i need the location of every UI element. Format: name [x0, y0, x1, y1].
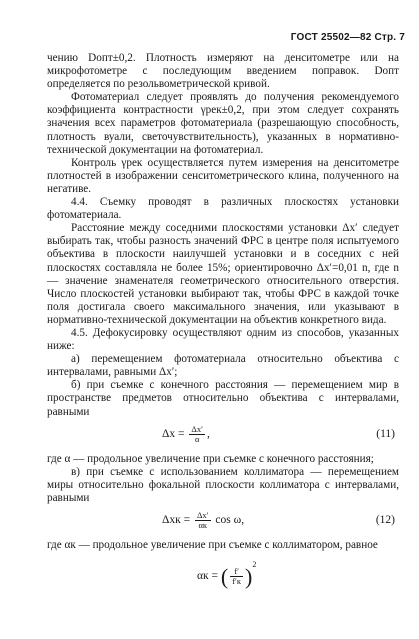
formula-denominator: αк — [198, 520, 208, 530]
formula-fraction — [230, 567, 243, 586]
paragraph: Фотоматериал следует проявлять до получения рекомендуемого коэффициента контрастности γрек±0,2, при этом следует сохранять значения всех параметров фотоматериала (разрешающую способность, плотность вуали, светочувствительность), указанных в нормативно-технической документации на фотоматериал. — [47, 91, 399, 156]
list-item-a: а) перемещением фотоматериала относительно объектива с интервалами, равными Δx′; — [47, 353, 399, 379]
formula-numerator: Δx′ — [196, 510, 209, 520]
formula-fraction — [195, 511, 211, 530]
formula-13-expression — [197, 558, 257, 589]
formula-11 — [47, 423, 399, 449]
paragraph: где αк — продольное увеличение при съемке с коллиматором, равное — [47, 539, 378, 551]
close-paren: ) — [245, 563, 253, 589]
formula-fraction — [189, 425, 205, 444]
formula-power: 2 — [252, 560, 257, 570]
formula-tail: , — [206, 427, 210, 440]
formula-lhs: Δxк = — [162, 514, 191, 527]
list-item-b: б) при съемке с конечного расстояния — перемещением мир в пространстве предметов относительно объектива с интервалами, равными — [47, 379, 399, 418]
page-header: ГОСТ 25502—82 Стр. 7 — [290, 32, 405, 43]
formula-numerator: f′ — [230, 567, 243, 577]
body-text — [47, 52, 399, 596]
formula-denominator: f′к — [232, 575, 242, 586]
paragraph: Контроль γрек осуществляется путем измерения на денситометре плотностей в изображении сенситометрического клина, полученного на негативе. — [47, 156, 399, 195]
paragraph: Расстояние между соседними плоскостями установки Δx′ следует выбирать так, чтобы разность значений ФРС в центре поля испытуемого объектива в плоскости наилучшей установки и в соседних с ней плоскостях составляла не более 15%; ориентировочно Δx′=0,01 n, где n — значение знаменателя геометрического относительного отверстия. Число плоскостей установки выбирают так, чтобы ФРС в каждой точке поля достигала своего максимального значения, или указывают в нормативно-технической документации на объектив конкретного вида. — [47, 222, 399, 326]
formula-13 — [47, 556, 399, 596]
formula-11-expression — [162, 425, 210, 444]
formula-lhs: Δx = — [162, 427, 185, 440]
formula-denominator: α — [194, 433, 200, 444]
formula-tail: cos ω, — [215, 514, 245, 527]
open-paren: ( — [220, 563, 229, 589]
formula-number: (11) — [376, 427, 395, 440]
paragraph: чению Dопт±0,2. Плотность измеряют на денситометре или на микрофотометре с последующим введением поправок. Dопт определяется по резольвометрической кривой. — [47, 52, 399, 91]
formula-number: (12) — [375, 514, 395, 526]
section-4-4: 4.4. Съемку проводят в различных плоскостях установки фотоматериала. — [47, 196, 399, 222]
paragraph: где α — продольное увеличение при съемке с конечного расстояния; — [47, 452, 374, 465]
formula-12 — [47, 509, 399, 535]
section-4-5: 4.5. Дефокусировку осуществляют одним из способов, указанных ниже: — [47, 326, 399, 353]
list-item-c: в) при съемке с использованием коллиматора — перемещением миры относительно фокальной плоскости коллиматора с интервалами, равными — [47, 465, 399, 504]
formula-lhs: αк = — [197, 570, 218, 583]
formula-numerator: Δx′ — [191, 423, 203, 434]
formula-12-expression — [162, 511, 244, 530]
